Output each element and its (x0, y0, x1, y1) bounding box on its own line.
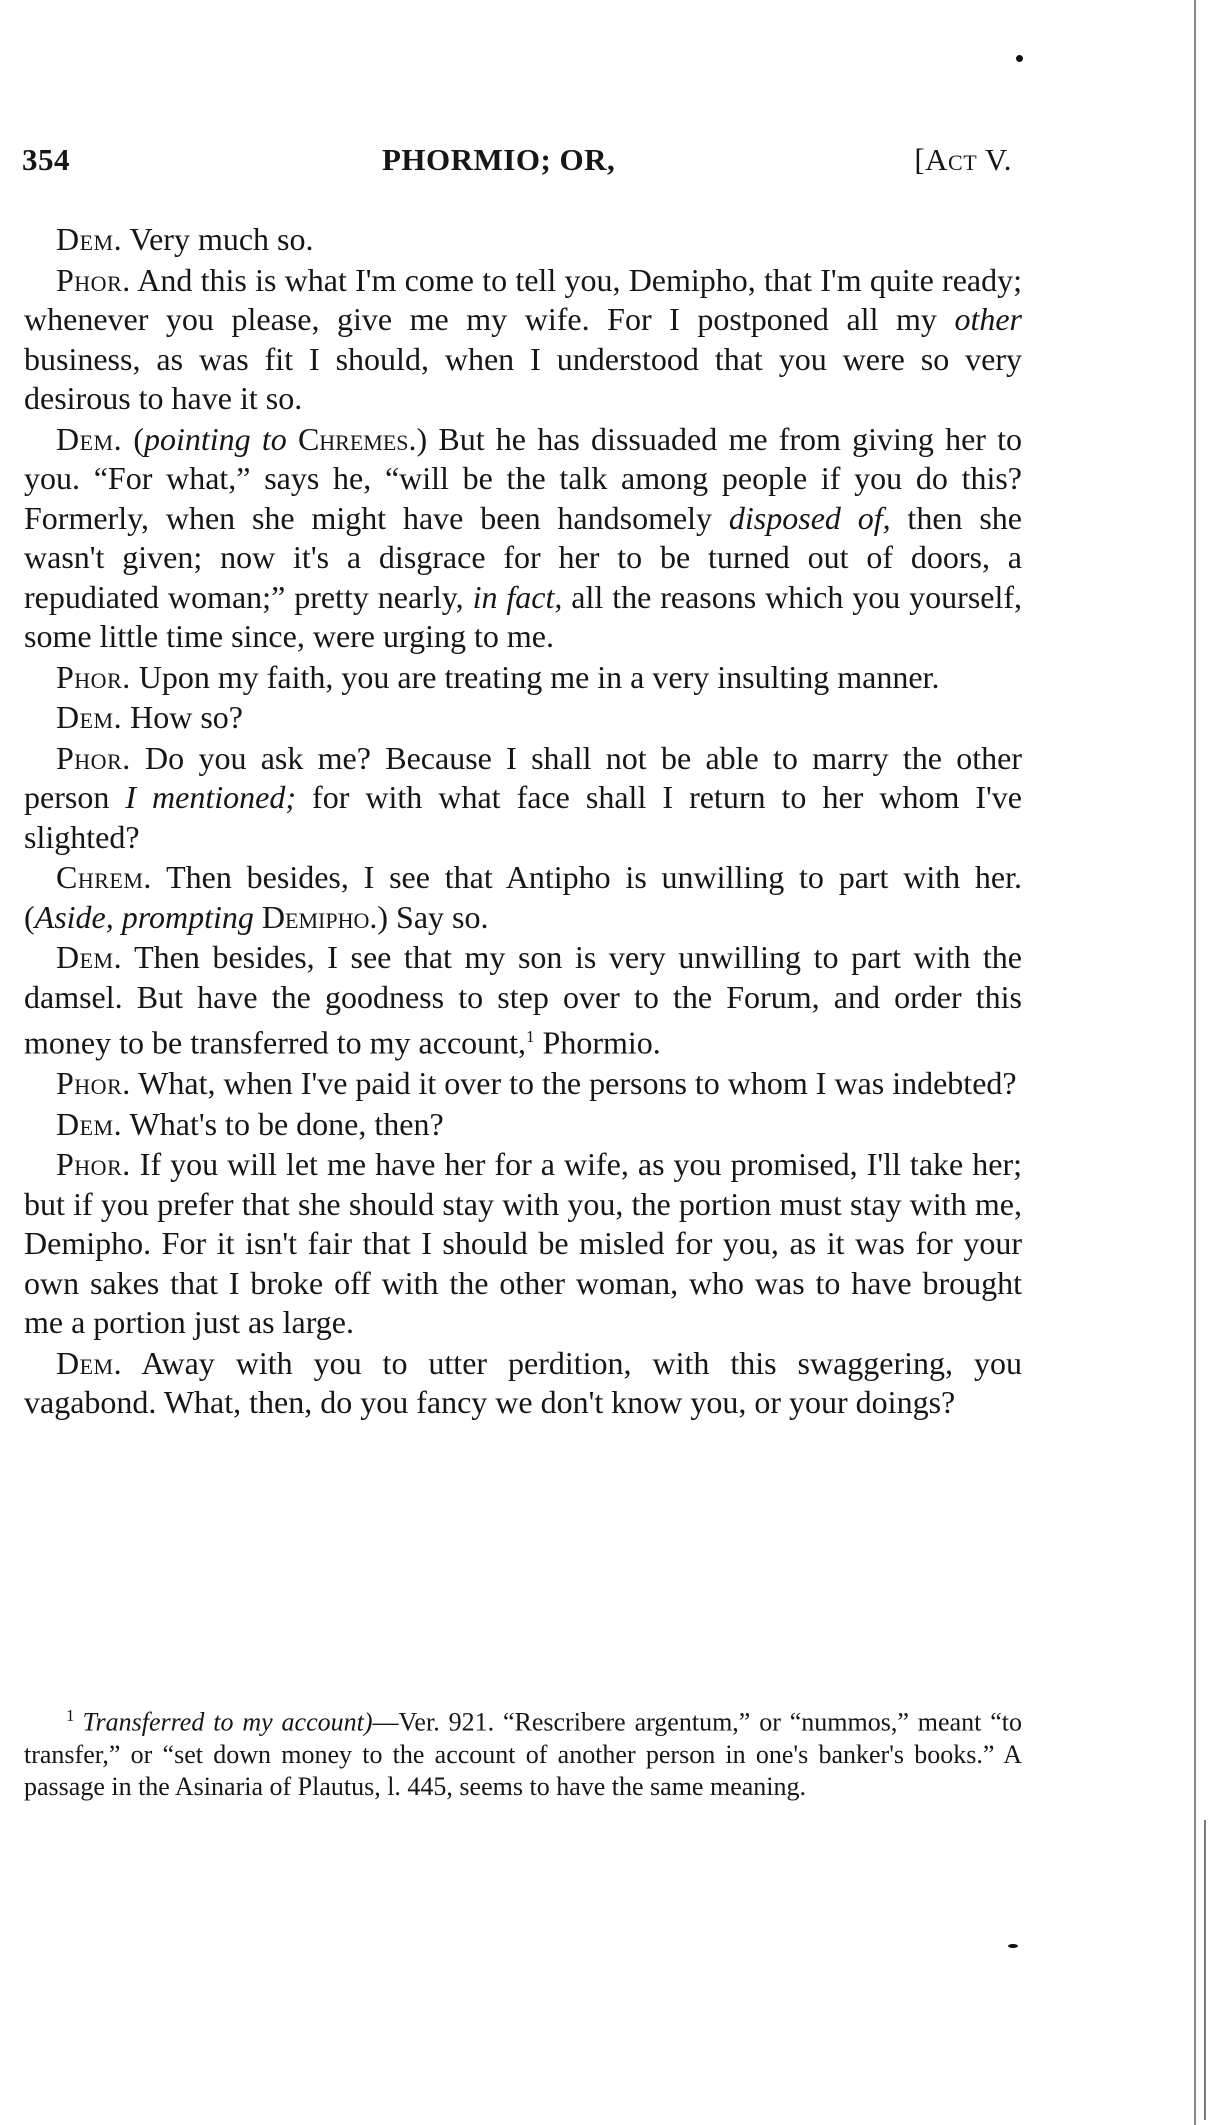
dialogue-line (24, 1344, 1022, 1423)
speaker: Chrem. (56, 859, 152, 895)
stage-direction-close: .) (408, 420, 428, 457)
speaker: Phor. (56, 261, 131, 298)
speech: If you will let me have her for a wife, as you promised, I'll take her; but if you prefer that she should stay with you, the portion must stay with me, Demipho. For it isn't fair that I should be misled for you, as it was for your own sakes that I broke off with the other woman, who was to have brought me a portion just as large. (24, 1146, 1023, 1341)
footnote-reference[interactable]: 1 (526, 1027, 535, 1046)
dialogue-line (24, 938, 1022, 1063)
speech: Do you ask me? Because I shall not be able to marry the other person (24, 739, 1023, 815)
speech: But he has dissuaded me from giving her to you. “For what,” says he, “will be the talk among people if you do this? Formerly, when she might have been handsomely (24, 420, 1023, 536)
running-header (22, 142, 1012, 192)
ink-speck (1016, 55, 1023, 62)
dialogue-line (24, 420, 1022, 657)
dialogue-line (24, 858, 1022, 937)
speaker: Phor. (56, 658, 131, 695)
footnote-body: —Ver. 921. “Rescribere argentum,” or “nummos,” meant “to transfer,” or “set down money to the account of another person in one's banker's books.” A passage in the Asinaria of Plautus, l. 445, seems to have the same meaning. (24, 1707, 1022, 1801)
footnote-text (24, 1700, 1022, 1803)
speaker: Phor. (56, 1146, 131, 1183)
speech: all the reasons which you yourself, some little time since, were urging to me. (24, 578, 1023, 654)
speech: then she wasn't given; now it's a disgrace for her to be turned out of doors, a repudiated woman;” pretty nearly, (24, 499, 1023, 615)
running-title: PHORMIO; OR, (382, 142, 616, 177)
speech: Very much so. (129, 221, 314, 257)
dialogue-line (24, 220, 1022, 260)
emphasis: I mentioned; (125, 779, 297, 815)
stage-direction-open: ( (24, 898, 35, 935)
page-number: 354 (22, 142, 70, 177)
emphasis: disposed of, (728, 499, 891, 536)
speaker: Dem. (56, 1344, 123, 1381)
speech: Say so. (388, 898, 489, 935)
speech: for with what face shall I return to her whom I've slighted? (24, 779, 1023, 855)
dialogue-line (24, 1105, 1022, 1145)
stage-direction-open: ( (133, 420, 144, 457)
dialogue-line (24, 1064, 1022, 1104)
stage-direction: pointing to (143, 420, 287, 457)
footnote-lemma: Transferred to my account) (82, 1707, 373, 1737)
speaker: Dem. (56, 1105, 123, 1142)
page-edge-line (1194, 0, 1196, 2125)
speaker: Phor. (56, 1065, 131, 1102)
speech: Upon my faith, you are treating me in a very insulting manner. (138, 658, 940, 695)
stage-direction: Aside, prompting (34, 898, 254, 935)
dialogue-line (24, 739, 1022, 858)
dialogue-line (24, 261, 1022, 419)
speaker: Phor. (56, 739, 131, 776)
dialogue-line (24, 698, 1022, 738)
speech: Away with you to utter perdition, with this swaggering, you vagabond. What, then, do you fancy we don't know you, or your doings? (24, 1344, 1023, 1421)
speaker: Dem. (56, 699, 123, 735)
dialogue-line (24, 1145, 1022, 1343)
speech: Then besides, I see that Antipho is unwilling to part with her. (166, 859, 1023, 895)
stage-direction-close: .) (369, 898, 389, 935)
footnote-number: 1 (66, 1706, 75, 1725)
speaker: Dem. (56, 221, 123, 257)
emphasis: other (954, 301, 1022, 337)
speech: What's to be done, then? (129, 1105, 444, 1142)
act-label: [Act V. (914, 142, 1012, 177)
dialogue-line (24, 658, 1022, 698)
dialogue-text (24, 220, 1022, 1424)
page-edge-line-lower (1204, 1820, 1206, 2120)
speech: business, as was fit I should, when I understood that you were so very desirous to have it so. (24, 340, 1022, 416)
stage-direction-name: Chremes (297, 420, 409, 457)
speech: Phormio. (534, 1024, 661, 1061)
ink-speck (1008, 1944, 1018, 1948)
speaker: Dem. (56, 939, 123, 975)
speech: What, when I've paid it over to the persons to whom I was indebted? (138, 1065, 1017, 1102)
stage-direction-name: Demipho (261, 898, 370, 935)
footnote (24, 1700, 1022, 1803)
speech: And this is what I'm come to tell you, Demipho, that I'm quite ready; whenever you please, give me my wife. For I postponed all my (24, 261, 1023, 337)
speech: How so? (130, 699, 243, 735)
speech: Then besides, I see that my son is very unwilling to part with the damsel. But have the goodness to step over to the Forum, and order this money to be transferred to my account, (24, 939, 1023, 1061)
speaker: Dem. (56, 420, 123, 457)
emphasis: in fact, (472, 578, 563, 615)
